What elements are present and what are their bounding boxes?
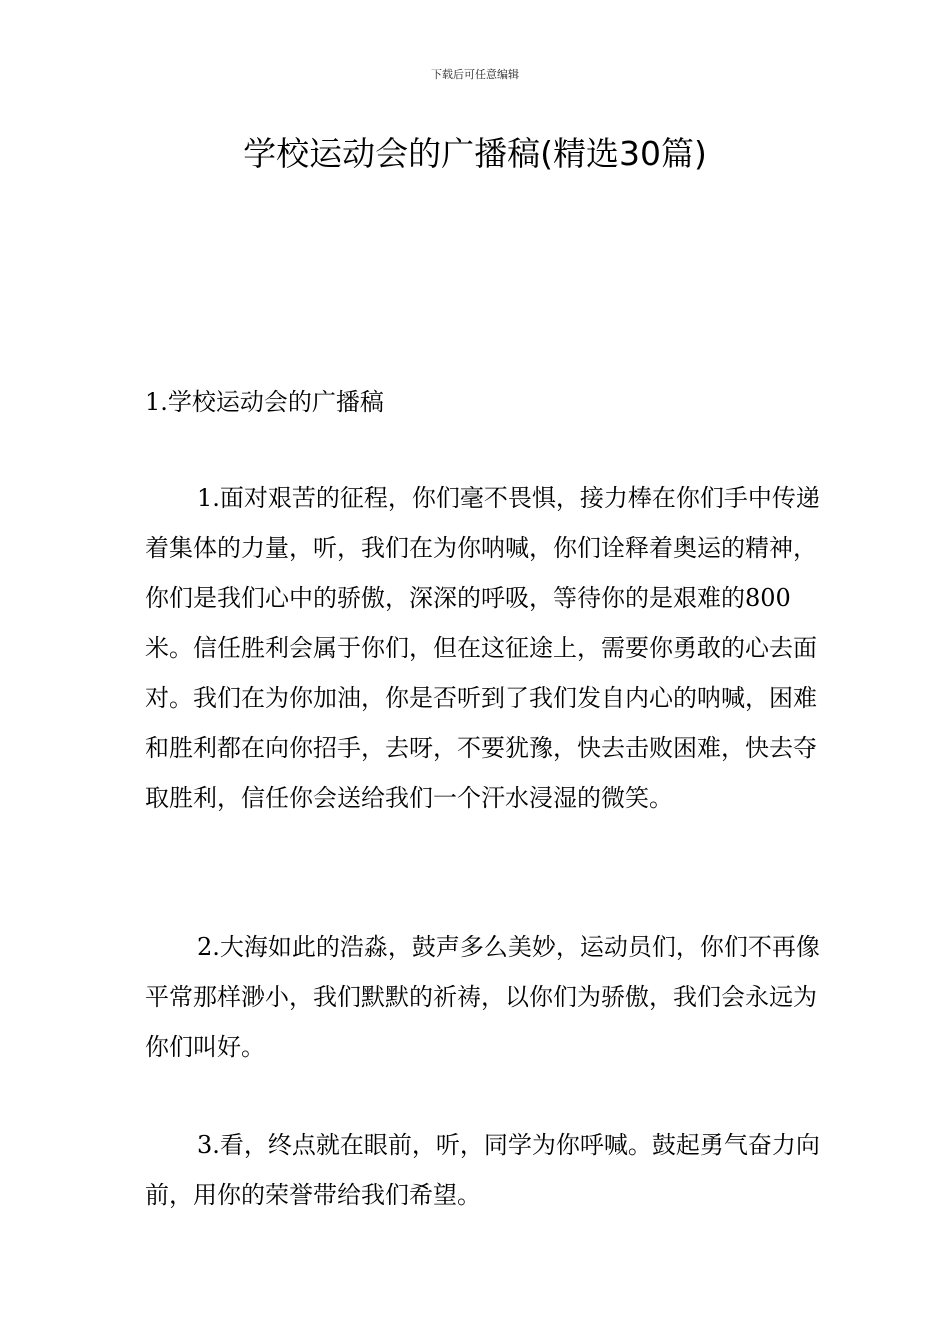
paragraph-3: 3.看，终点就在眼前，听，同学为你呼喊。鼓起勇气奋力向前，用你的荣誉带给我们希望。 [145,1131,820,1209]
page-header-note: 下载后可任意编辑 [431,68,519,81]
paragraph-2: 2.大海如此的浩淼，鼓声多么美妙，运动员们，你们不再像平常那样渺小，我们默默的祈祷，以你们为骄傲，我们会永远为你们叫好。 [145,933,820,1061]
section-heading: 1.学校运动会的广播稿 [145,388,384,416]
paragraph-1: 1.面对艰苦的征程，你们毫不畏惧，接力棒在你们手中传递着集体的力量，听，我们在为你呐喊，你们诠释着奥运的精神，你们是我们心中的骄傲，深深的呼吸，等待你的是艰难的800米。信任胜利会属于你们，但在这征途上，需要你勇敢的心去面对。我们在为你加油，你是否听到了我们发自内心的呐喊，困难和胜利都在向你招手，去呀，不要犹豫，快去击败困难，快去夺取胜利，信任你会送给我们一个汗水浸湿的微笑。 [145,484,820,812]
document-title: 学校运动会的广播稿(精选30篇) [243,134,707,173]
